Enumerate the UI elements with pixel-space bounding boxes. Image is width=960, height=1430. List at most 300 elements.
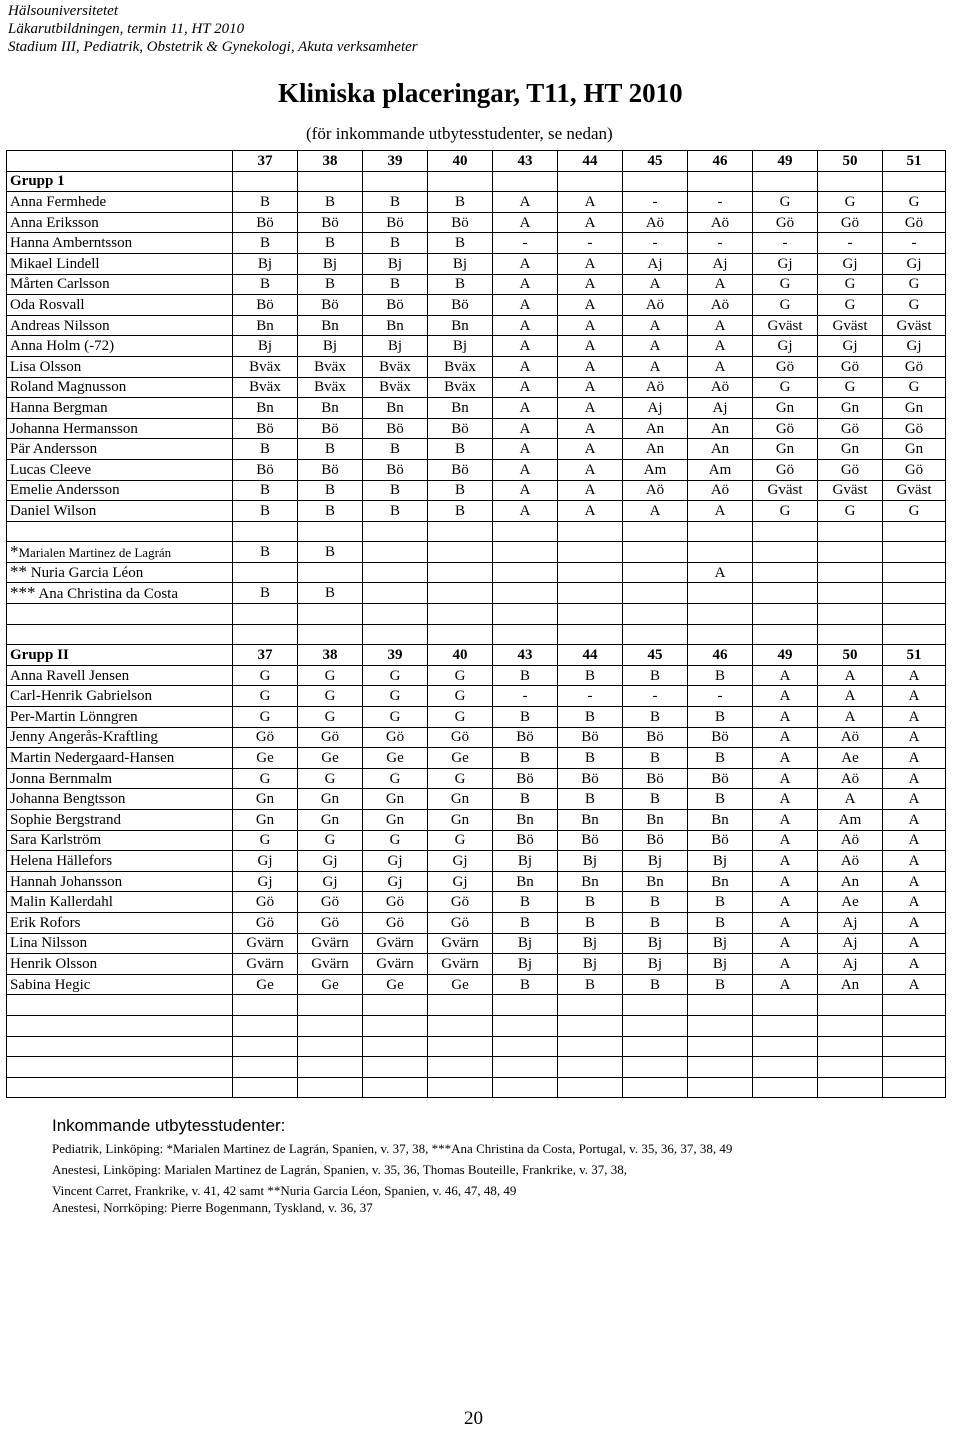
empty-cell [493, 1077, 558, 1098]
student-name: Jenny Angerås-Kraftling [7, 727, 233, 748]
placement-cell: Aj [688, 253, 753, 274]
placement-cell: An [623, 439, 688, 460]
exchange-student [7, 542, 233, 563]
placement-cell: Ge [363, 748, 428, 769]
empty-cell [428, 1057, 493, 1078]
placement-cell: Gn [363, 810, 428, 831]
placement-cell: Bö [363, 295, 428, 316]
placement-cell: A [883, 686, 946, 707]
header-institution: Hälsouniversitetet [8, 3, 118, 19]
placement-cell: G [753, 377, 818, 398]
placement-cell: A [753, 686, 818, 707]
placement-cell: B [688, 789, 753, 810]
placement-cell: B [558, 748, 623, 769]
placement-cell: Gj [753, 336, 818, 357]
placement-cell: A [753, 851, 818, 872]
week-header-cell: 45 [623, 645, 688, 666]
empty-cell [753, 1077, 818, 1098]
placement-cell: B [428, 480, 493, 501]
week-header-cell: 51 [883, 645, 946, 666]
empty-cell [363, 1015, 428, 1036]
placement-cell: Bn [623, 871, 688, 892]
placement-cell: Bj [233, 253, 298, 274]
table-row [7, 295, 946, 316]
placement-cell: Gj [428, 871, 493, 892]
placement-cell: Bö [363, 212, 428, 233]
empty-cell [7, 604, 233, 625]
page-title: Kliniska placeringar, T11, HT 2010 [278, 78, 683, 108]
placement-cell: B [558, 892, 623, 913]
student-name: Mårten Carlsson [7, 274, 233, 295]
placement-cell: Gj [428, 851, 493, 872]
empty-cell [558, 995, 623, 1016]
placement-cell: - [818, 233, 883, 254]
student-name: Johanna Hermansson [7, 418, 233, 439]
student-name: Hanna Bergman [7, 398, 233, 419]
placement-cell: G [233, 665, 298, 686]
placement-cell: Gvärn [298, 954, 363, 975]
placement-cell [883, 542, 946, 563]
empty-cell [623, 171, 688, 192]
placement-cell: - [493, 233, 558, 254]
student-name: Jonna Bernmalm [7, 768, 233, 789]
placement-cell: G [298, 768, 363, 789]
placement-cell: G [363, 707, 428, 728]
placement-cell: A [818, 789, 883, 810]
placement-cell: Bö [428, 212, 493, 233]
placement-cell: Gn [428, 810, 493, 831]
placement-cell: Gj [818, 336, 883, 357]
empty-cell [428, 624, 493, 645]
placement-cell: B [688, 974, 753, 995]
student-name: Helena Hällefors [7, 851, 233, 872]
placement-cell: Gö [883, 459, 946, 480]
placement-cell: Gn [363, 789, 428, 810]
placement-cell: G [883, 295, 946, 316]
placement-cell: Bj [428, 336, 493, 357]
table-row [7, 912, 946, 933]
empty-row [7, 521, 946, 542]
placement-cell: G [883, 274, 946, 295]
placement-cell: Bväx [298, 377, 363, 398]
placement-cell: A [753, 768, 818, 789]
placement-cell: - [883, 233, 946, 254]
placement-cell: Aö [818, 830, 883, 851]
placement-cell: Gväst [883, 315, 946, 336]
placement-cell: G [883, 192, 946, 213]
placement-cell: Bö [298, 459, 363, 480]
placement-cell: A [818, 665, 883, 686]
empty-cell [7, 1057, 233, 1078]
placement-cell: B [298, 501, 363, 522]
placement-cell: A [753, 810, 818, 831]
week-header-cell: 50 [818, 151, 883, 172]
placement-cell: Bn [233, 398, 298, 419]
placement-cell: Aö [818, 851, 883, 872]
student-name: Lina Nilsson [7, 933, 233, 954]
table-row [7, 727, 946, 748]
footer-line: Anestesi, Norrköping: Pierre Bogenmann, Tyskland, v. 36, 37 [52, 1200, 373, 1215]
placement-cell: Bn [493, 871, 558, 892]
footnote-marker: * [10, 541, 19, 561]
placement-cell: Bn [623, 810, 688, 831]
placement-cell: Gväst [818, 480, 883, 501]
empty-cell [363, 1036, 428, 1057]
placement-cell: Aj [623, 253, 688, 274]
empty-cell [623, 604, 688, 625]
placement-cell: An [818, 871, 883, 892]
group-label: Grupp 1 [7, 171, 233, 192]
placement-cell: Aö [623, 212, 688, 233]
placement-cell: Bö [623, 727, 688, 748]
placement-cell: Gö [818, 418, 883, 439]
empty-cell [493, 604, 558, 625]
placement-cell [883, 562, 946, 583]
placement-cell: Gväst [753, 480, 818, 501]
week-header-cell: 37 [233, 645, 298, 666]
empty-cell [753, 1036, 818, 1057]
placement-cell: Bö [298, 418, 363, 439]
placement-cell: G [233, 707, 298, 728]
empty-cell [818, 1036, 883, 1057]
student-name: Hanna Amberntsson [7, 233, 233, 254]
placement-cell: Aö [818, 768, 883, 789]
placement-cell: A [883, 851, 946, 872]
week-header-cell: 44 [558, 645, 623, 666]
placement-cell: Bö [558, 727, 623, 748]
placement-cell: An [623, 418, 688, 439]
placement-cell: Gj [753, 253, 818, 274]
placement-cell: Bj [688, 954, 753, 975]
placement-cell: Aj [688, 398, 753, 419]
table-row [7, 748, 946, 769]
empty-cell [298, 521, 363, 542]
week-header-cell: 39 [363, 645, 428, 666]
placement-cell: A [558, 253, 623, 274]
placement-cell: A [753, 954, 818, 975]
placement-cell: Gn [818, 398, 883, 419]
empty-cell [818, 1057, 883, 1078]
placement-cell: Gö [883, 418, 946, 439]
empty-cell [298, 1036, 363, 1057]
empty-row [7, 1057, 946, 1078]
student-name: Andreas Nilsson [7, 315, 233, 336]
empty-cell [363, 521, 428, 542]
placement-cell: Bj [233, 336, 298, 357]
placement-cell: Gö [428, 892, 493, 913]
placement-cell: Gö [298, 892, 363, 913]
placement-cell: Aö [688, 377, 753, 398]
placement-cell: Bö [298, 295, 363, 316]
placement-cell [623, 583, 688, 604]
placement-cell: B [363, 439, 428, 460]
placement-cell: Gn [883, 398, 946, 419]
empty-cell [493, 995, 558, 1016]
group-label-row [7, 171, 946, 192]
placement-cell [818, 542, 883, 563]
placement-cell: B [623, 892, 688, 913]
placement-cell: Aö [688, 212, 753, 233]
placement-cell: Gvärn [363, 954, 428, 975]
empty-cell [623, 1057, 688, 1078]
table-row [7, 356, 946, 377]
empty-cell [558, 1077, 623, 1098]
empty-cell [688, 1057, 753, 1078]
placement-cell: Gö [753, 356, 818, 377]
student-name: Pär Andersson [7, 439, 233, 460]
placement-cell: B [493, 892, 558, 913]
placement-cell: - [688, 233, 753, 254]
placement-cell [558, 583, 623, 604]
placement-cell: A [688, 336, 753, 357]
empty-cell [883, 1036, 946, 1057]
empty-cell [623, 1077, 688, 1098]
placement-cell: B [298, 480, 363, 501]
empty-cell [233, 171, 298, 192]
placement-cell: A [818, 686, 883, 707]
header-program: Läkarutbildningen, termin 11, HT 2010 [8, 21, 245, 37]
placement-cell [623, 542, 688, 563]
placement-cell: A [883, 665, 946, 686]
placement-cell: B [298, 274, 363, 295]
placement-cell: Gväst [883, 480, 946, 501]
empty-cell [493, 1036, 558, 1057]
placement-cell: B [298, 192, 363, 213]
table-row [7, 418, 946, 439]
week-header-cell: 40 [428, 151, 493, 172]
placement-cell: An [688, 418, 753, 439]
placement-cell: Ae [818, 748, 883, 769]
placement-cell: Bj [493, 933, 558, 954]
student-name: Oda Rosvall [7, 295, 233, 316]
placement-cell: G [428, 768, 493, 789]
placement-cell: Gö [428, 912, 493, 933]
placement-cell: B [688, 707, 753, 728]
empty-cell [818, 1015, 883, 1036]
placement-cell: Bväx [233, 356, 298, 377]
empty-cell [493, 624, 558, 645]
placement-cell: Bö [558, 768, 623, 789]
placement-cell: Gväst [818, 315, 883, 336]
placement-cell: A [688, 501, 753, 522]
empty-cell [623, 1015, 688, 1036]
placement-cell: A [493, 439, 558, 460]
placement-cell [233, 562, 298, 583]
placement-cell: - [688, 192, 753, 213]
placement-cell: Bö [428, 295, 493, 316]
week-header-cell: 49 [753, 645, 818, 666]
placement-cell: G [298, 830, 363, 851]
placement-cell: Bö [233, 459, 298, 480]
placement-cell: G [818, 192, 883, 213]
placement-cell: A [558, 274, 623, 295]
empty-cell [688, 521, 753, 542]
placement-cell: B [623, 665, 688, 686]
exchange-row [7, 542, 946, 563]
placement-cell: A [493, 480, 558, 501]
placement-cell: B [363, 501, 428, 522]
empty-cell [753, 604, 818, 625]
placement-cell: Gn [753, 398, 818, 419]
exchange-student [7, 562, 233, 583]
empty-cell [493, 1015, 558, 1036]
placement-cell: G [753, 295, 818, 316]
exchange-student-name: Ana Christina da Costa [35, 585, 178, 602]
empty-cell [623, 995, 688, 1016]
placement-cell: Aö [623, 480, 688, 501]
empty-cell [558, 604, 623, 625]
placement-cell: G [298, 707, 363, 728]
placement-cell: A [883, 892, 946, 913]
placement-cell: B [493, 912, 558, 933]
placement-cell: A [753, 707, 818, 728]
placement-cell: Am [688, 459, 753, 480]
placement-cell: B [363, 480, 428, 501]
placement-cell: A [753, 871, 818, 892]
placement-cell: A [753, 974, 818, 995]
empty-cell [363, 624, 428, 645]
placement-cell: G [818, 295, 883, 316]
placement-cell: G [298, 686, 363, 707]
placement-cell: A [558, 480, 623, 501]
placement-cell: A [493, 192, 558, 213]
table-row [7, 233, 946, 254]
exchange-student-name: Nuria Garcia Léon [27, 565, 144, 582]
placement-cell: A [818, 707, 883, 728]
placement-cell: A [493, 274, 558, 295]
placement-cell: B [493, 974, 558, 995]
placement-cell: B [623, 707, 688, 728]
placement-cell: G [818, 274, 883, 295]
placement-cell: B [233, 542, 298, 563]
placement-cell: A [493, 501, 558, 522]
placement-cell: Gö [753, 212, 818, 233]
placement-cell: G [883, 501, 946, 522]
placement-cell: Gn [298, 789, 363, 810]
placement-cell: Aj [818, 954, 883, 975]
exchange-row [7, 583, 946, 604]
table-row [7, 212, 946, 233]
placement-cell: A [753, 789, 818, 810]
student-name: Sabina Hegic [7, 974, 233, 995]
placement-cell: Gj [818, 253, 883, 274]
empty-row [7, 1015, 946, 1036]
placement-cell: Bö [688, 727, 753, 748]
group-label: Grupp II [7, 645, 233, 666]
placement-cell: Bn [363, 315, 428, 336]
student-name: Lucas Cleeve [7, 459, 233, 480]
placement-cell [298, 562, 363, 583]
placement-cell: Bj [493, 954, 558, 975]
empty-cell [688, 1077, 753, 1098]
empty-cell [493, 1057, 558, 1078]
placement-cell: Aj [818, 933, 883, 954]
placement-cell: B [233, 480, 298, 501]
placement-cell [493, 583, 558, 604]
placement-cell: Gö [753, 459, 818, 480]
student-name: Sara Karlström [7, 830, 233, 851]
placement-cell [753, 583, 818, 604]
placement-cell: Bö [428, 459, 493, 480]
week-header-cell: 51 [883, 151, 946, 172]
placement-cell: B [623, 912, 688, 933]
placement-cell: A [883, 912, 946, 933]
table-row [7, 192, 946, 213]
empty-cell [7, 995, 233, 1016]
empty-cell [558, 1015, 623, 1036]
placement-cell: B [428, 233, 493, 254]
empty-cell [7, 624, 233, 645]
empty-cell [233, 995, 298, 1016]
table-row [7, 398, 946, 419]
student-name: Anna Holm (-72) [7, 336, 233, 357]
placement-cell: Bö [623, 830, 688, 851]
placement-cell: Gö [428, 727, 493, 748]
placement-cell: G [428, 665, 493, 686]
week-header-cell: 49 [753, 151, 818, 172]
placement-cell: G [753, 501, 818, 522]
placement-cell: B [688, 892, 753, 913]
table-row [7, 336, 946, 357]
placement-cell: A [558, 295, 623, 316]
placement-cell: Bö [688, 768, 753, 789]
placement-cell: Bväx [428, 377, 493, 398]
placement-cell: G [233, 830, 298, 851]
placement-cell: Bö [493, 830, 558, 851]
placement-cell: Ge [428, 974, 493, 995]
empty-cell [688, 995, 753, 1016]
student-name: Hannah Johansson [7, 871, 233, 892]
placement-cell: - [623, 192, 688, 213]
placement-cell: A [493, 315, 558, 336]
table-row [7, 501, 946, 522]
empty-cell [298, 1077, 363, 1098]
placement-cell: B [623, 748, 688, 769]
placement-cell: A [558, 418, 623, 439]
placement-cell: B [493, 789, 558, 810]
student-name: Martin Nedergaard-Hansen [7, 748, 233, 769]
placement-cell: Bj [623, 933, 688, 954]
footnote-marker: *** [10, 582, 36, 602]
placement-cell: A [558, 459, 623, 480]
placement-cell [558, 562, 623, 583]
week-header-row [7, 151, 946, 172]
placement-cell [428, 583, 493, 604]
placement-cell: G [428, 686, 493, 707]
placement-cell: Bö [363, 459, 428, 480]
placement-cell: Bö [493, 727, 558, 748]
empty-cell [688, 171, 753, 192]
placement-cell: B [688, 912, 753, 933]
empty-cell [298, 1057, 363, 1078]
placement-cell: Bö [363, 418, 428, 439]
week-header-cell: 38 [298, 151, 363, 172]
empty-row [7, 1077, 946, 1098]
table-row [7, 871, 946, 892]
placement-cell: Aö [623, 295, 688, 316]
empty-cell [818, 624, 883, 645]
placement-cell: Gö [883, 356, 946, 377]
empty-cell [7, 1015, 233, 1036]
placement-cell: Bj [298, 253, 363, 274]
placement-cell: A [623, 315, 688, 336]
placement-cell: B [558, 974, 623, 995]
placement-cell: A [493, 336, 558, 357]
empty-cell [883, 1057, 946, 1078]
placement-cell: Bn [298, 398, 363, 419]
placement-cell: A [883, 727, 946, 748]
placement-cell: Gö [753, 418, 818, 439]
